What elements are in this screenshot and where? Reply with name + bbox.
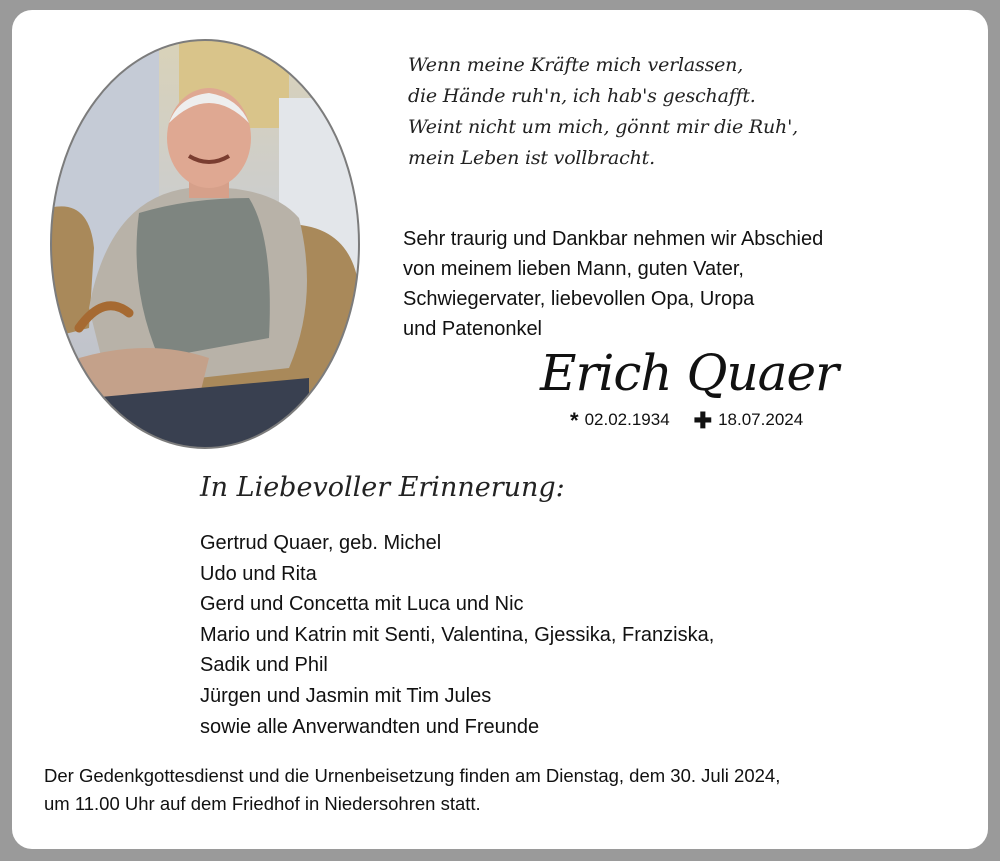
family-line: Gertrud Quaer, geb. Michel bbox=[200, 532, 442, 554]
poem-line: mein Leben ist vollbracht. bbox=[408, 147, 655, 169]
life-dates bbox=[570, 407, 804, 433]
family-line: Mario und Katrin mit Senti, Valentina, Gjessika, Franziska, bbox=[200, 623, 715, 646]
death-date: 18.07.2024 bbox=[718, 410, 804, 429]
poem-line: Wenn meine Kräfte mich verlassen, bbox=[408, 54, 744, 76]
portrait-photo bbox=[49, 38, 361, 450]
farewell-line: Sehr traurig und Dankbar nehmen wir Abschied bbox=[403, 228, 824, 250]
farewell-line: und Patenonkel bbox=[403, 318, 543, 340]
family-list bbox=[200, 528, 714, 742]
service-line: Der Gedenkgottesdienst und die Urnenbeisetzung finden am Dienstag, dem 30. Juli 2024, bbox=[44, 765, 781, 786]
family-line: Gerd und Concetta mit Luca und Nic bbox=[200, 593, 524, 616]
farewell-line: Schwiegervater, liebevollen Opa, Uropa bbox=[403, 288, 755, 310]
farewell-text bbox=[403, 224, 823, 344]
deceased-name: Erich Quaer bbox=[540, 344, 838, 402]
memory-title: In Liebevoller Erinnerung: bbox=[200, 472, 565, 503]
service-notice bbox=[44, 762, 780, 818]
family-line: Jürgen und Jasmin mit Tim Jules bbox=[200, 684, 492, 707]
family-line: sowie alle Anverwandten und Freunde bbox=[200, 715, 540, 738]
poem bbox=[408, 50, 798, 174]
family-line: Udo und Rita bbox=[200, 562, 317, 585]
farewell-line: von meinem lieben Mann, guten Vater, bbox=[403, 258, 744, 280]
poem-line: Weint nicht um mich, gönnt mir die Ruh', bbox=[408, 116, 798, 138]
birth-star-icon: * bbox=[570, 407, 579, 433]
birth-date: 02.02.1934 bbox=[584, 410, 670, 429]
poem-line: die Hände ruh'n, ich hab's geschafft. bbox=[408, 85, 756, 107]
death-cross-icon: ✚ bbox=[693, 407, 713, 433]
family-line: Sadik und Phil bbox=[200, 654, 328, 677]
service-line: um 11.00 Uhr auf dem Friedhof in Niedersohren statt. bbox=[44, 793, 481, 814]
